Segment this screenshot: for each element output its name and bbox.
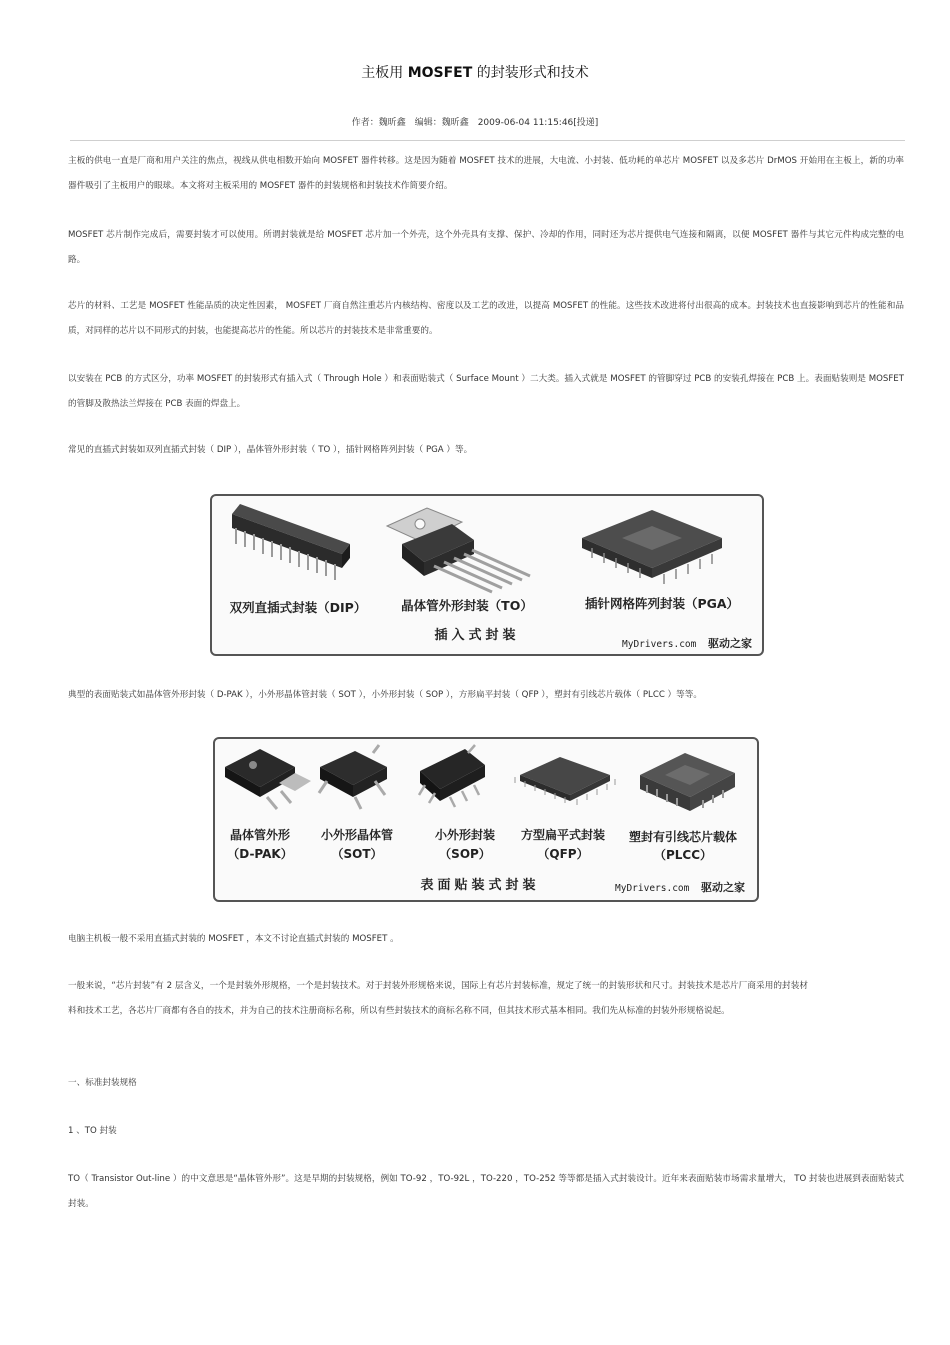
to-package-image [387, 508, 530, 592]
paragraph-6: 典型的表面贴装式如晶体管外形封装（ D-PAK ），小外形晶体管封装（ SOT ），小外形封装（ SOP ），方形扁平封装（ QFP ），塑封有引线芯片载体（ PLCC ）等等。 [68, 690, 702, 700]
label-qfp-line2: （QFP） [537, 847, 589, 861]
watermark-en: MyDrivers.com [622, 639, 697, 650]
label-sot-line2: （SOT） [331, 847, 383, 861]
page-title [0, 62, 950, 82]
dip-chip-image [232, 504, 350, 580]
label-plcc-line1: 塑封有引线芯片载体 [628, 830, 738, 844]
label-sop-line2: （SOP） [439, 847, 491, 861]
sop-package-image [419, 745, 485, 807]
figure-caption: 插入式封装 [434, 628, 520, 643]
paragraph-1: 主板的供电一直是厂商和用户关注的焦点，视线从供电相数开始向 MOSFET 器件转移。这是因为随着 MOSFET 技术的进展，大电流、小封装、低功耗的单芯片 MOSFET 以及多芯片 DrMOS 开始用在主板上，新的功率器件吸引了主板用户的眼球。本文将对主板采用的 MOSFET 器件的封装规格和封装技术作简要介绍。 [68, 156, 904, 191]
title-prefix: 主板用 [361, 65, 404, 81]
figure-caption: 表面贴装式封装 [420, 878, 540, 893]
label-pga: 插针网格阵列封装（PGA） [584, 596, 740, 611]
plcc-package-image [640, 753, 735, 811]
label-sop-line1: 小外形封装 [434, 828, 496, 842]
figure-surface-mount [213, 737, 759, 902]
label-sot-line1: 小外形晶体管 [320, 828, 394, 842]
paragraph-2: MOSFET 芯片制作完成后，需要封装才可以使用。所谓封装就是给 MOSFET 芯片加一个外壳，这个外壳具有支撑、保护、冷却的作用，同时还为芯片提供电气连接和隔离，以便 MOSFET 器件与其它元件构成完整的电路。 [68, 230, 904, 265]
label-dpak-line2: （D-PAK） [227, 847, 293, 861]
byline: 作者：魏昕鑫 编辑：魏昕鑫 2009-06-04 11:15:46[投递] [351, 118, 599, 128]
paragraph-7: 电脑主机板一般不采用直插式封装的 MOSFET ，本文不讨论直插式封装的 MOSFET 。 [68, 934, 399, 944]
paragraph-8: 一般来说，“芯片封装”有 2 层含义，一个是封装外形规格，一个是封装技术。对于封装外形规格来说，国际上有芯片封装标准，规定了统一的封装形状和尺寸。封装技术是芯片厂商采用的封装材料和技术工艺，各芯片厂商都有各自的技术，并为自己的技术注册商标名称，所以有些封装技术的商标名称不同，但其技术形式基本相同。我们先从标准的封装外形规格说起。 [68, 981, 808, 1016]
label-dpak-line1: 晶体管外形 [229, 828, 291, 842]
paragraph-3: 芯片的材料、工艺是 MOSFET 性能品质的决定性因素， MOSFET 厂商自然注重芯片内核结构、密度以及工艺的改进，以提高 MOSFET 的性能。这些技术改进将付出很高的成本。封装技术也直接影响到芯片的性能和品质，对同样的芯片以不同形式的封装，也能提高芯片的性能。所以芯片的封装技术是非常重要的。 [68, 301, 904, 336]
label-to: 晶体管外形封装（TO） [401, 598, 533, 613]
watermark-cn: 驱动之家 [708, 637, 752, 650]
watermark-cn: 驱动之家 [701, 881, 745, 894]
label-plcc-line2: （PLCC） [653, 848, 713, 862]
dpak-package-image [225, 749, 311, 809]
divider [70, 140, 905, 141]
paragraph-9: TO（ Transistor Out-line ）的中文意思是“晶体管外形”。这是早期的封装规格，例如 TO-92 ，TO-92L ，TO-220 ，TO-252 等等都是插入式封装设计。近年来表面贴装市场需求量增大， TO 封装也进展到表面贴装式封装。 [68, 1174, 904, 1209]
title-keyword: MOSFET [407, 65, 473, 81]
paragraph-5: 常见的直插式封装如双列直插式封装（ DIP ），晶体管外形封装（ TO ），插针网格阵列封装（ PGA ）等。 [68, 445, 473, 455]
section-heading: 一、标准封装规格 [68, 1078, 137, 1088]
figure-through-hole [210, 494, 764, 656]
title-suffix: 的封装形式和技术 [476, 65, 589, 81]
label-qfp-line1: 方型扁平式封装 [520, 828, 606, 842]
qfp-package-image [515, 757, 615, 805]
subsection-heading: 1 、TO 封装 [68, 1126, 117, 1136]
paragraph-4: 以安装在 PCB 的方式区分，功率 MOSFET 的封装形式有插入式（ Through Hole ）和表面贴装式（ Surface Mount ）二大类。插入式就是 MOSFET 的管脚穿过 PCB 的安装孔焊接在 PCB 上。表面贴装则是 MOSFET 的管脚及散热法兰焊接在 PCB 表面的焊盘上。 [68, 374, 904, 409]
sot-package-image [319, 745, 387, 809]
watermark-en: MyDrivers.com [615, 883, 690, 894]
pga-package-image [582, 510, 722, 584]
label-dip: 双列直插式封装（DIP） [229, 600, 367, 615]
